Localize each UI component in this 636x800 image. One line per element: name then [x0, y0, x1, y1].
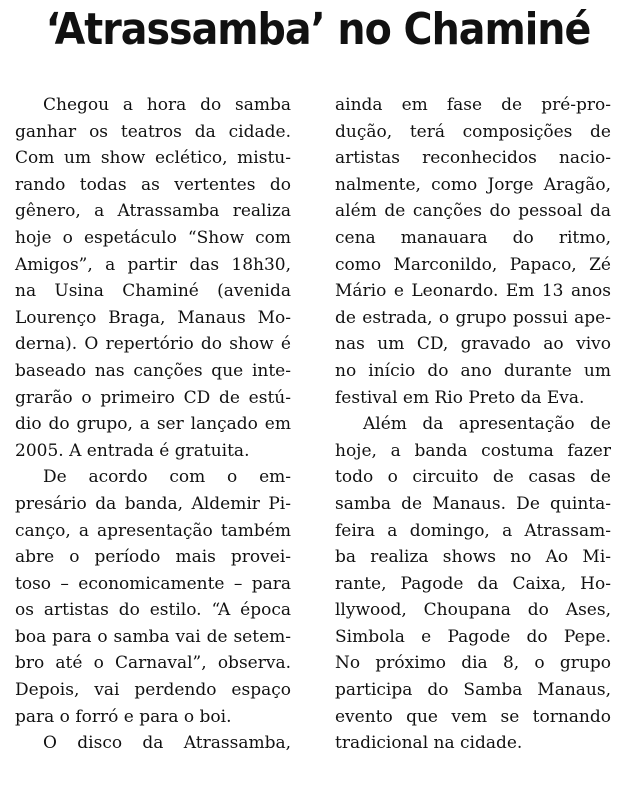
text-line: Chegou a hora do samba: [43, 95, 291, 115]
text-line: como Marconildo, Papaco, Zé: [335, 254, 611, 275]
text-line: O disco da Atrassamba,: [43, 733, 291, 754]
text-line: para o forró e para o boi.: [15, 706, 232, 727]
text-line: na Usina Chaminé (avenida: [15, 281, 291, 302]
text-line: nalmente, como Jorge Aragão,: [335, 174, 611, 195]
text-line: cena manauara do ritmo,: [335, 227, 611, 248]
text-line: evento que vem se tornando: [335, 706, 611, 727]
text-line: bro até o Carnaval”, observa.: [15, 653, 291, 674]
headline: ‘Atrassamba’ no Chaminé: [45, 4, 591, 55]
text-line: dio do grupo, a ser lançado em: [15, 414, 291, 435]
text-line: baseado nas canções que inte-: [15, 360, 291, 381]
text-line: boa para o samba vai de setem-: [15, 626, 291, 647]
text-line: ganhar os teatros da cidade.: [15, 121, 291, 142]
text-line: llywood, Choupana do Ases,: [335, 600, 611, 621]
text-line: de estrada, o grupo possui ape-: [335, 307, 611, 328]
text-line: os artistas do estilo. “A época: [15, 600, 291, 621]
text-line: hoje o espetáculo “Show com: [15, 227, 291, 248]
text-line: hoje, a banda costuma fazer: [335, 440, 611, 461]
article-column-right: [335, 92, 611, 757]
text-line: derna). O repertório do show é: [15, 334, 291, 355]
text-line: Amigos”, a partir das 18h30,: [15, 254, 291, 275]
text-line: rando todas as vertentes do: [15, 174, 291, 195]
text-line: Mário e Leonardo. Em 13 anos: [335, 281, 611, 302]
text-line: no início do ano durante um: [335, 360, 611, 381]
article-column-left: [15, 92, 291, 757]
text-line: todo o circuito de casas de: [335, 467, 611, 488]
text-line: Além da apresentação de: [363, 414, 611, 435]
text-line: ainda em fase de pré-pro-: [335, 95, 611, 115]
text-line: rante, Pagode da Caixa, Ho-: [335, 573, 611, 594]
text-line: Com um show eclético, mistu-: [15, 148, 291, 169]
text-line: presário da banda, Aldemir Pi-: [15, 493, 291, 514]
text-line: nas um CD, gravado ao vivo: [335, 334, 611, 355]
text-line: No próximo dia 8, o grupo: [335, 653, 611, 674]
text-line: De acordo com o em-: [43, 467, 291, 488]
text-line: abre o período mais provei-: [15, 547, 291, 568]
text-line: tradicional na cidade.: [335, 733, 523, 754]
text-line: dução, terá composições de: [335, 121, 611, 142]
text-line: 2005. A entrada é gratuita.: [15, 440, 250, 461]
text-line: Lourenço Braga, Manaus Mo-: [15, 307, 291, 328]
text-line: festival em Rio Preto da Eva.: [335, 387, 585, 408]
text-line: feira a domingo, a Atrassam-: [335, 520, 611, 541]
text-line: ba realiza shows no Ao Mi-: [335, 547, 611, 568]
text-line: gênero, a Atrassamba realiza: [15, 201, 291, 222]
text-line: grarão o primeiro CD de estú-: [15, 387, 291, 408]
text-line: além de canções do pessoal da: [335, 201, 611, 222]
text-line: samba de Manaus. De quinta-: [335, 493, 611, 514]
text-line: participa do Samba Manaus,: [335, 680, 611, 701]
text-line: Depois, vai perdendo espaço: [15, 680, 291, 701]
text-line: canço, a apresentação também: [15, 520, 291, 541]
text-line: Simbola e Pagode do Pepe.: [335, 626, 611, 647]
text-line: toso – economicamente – para: [15, 573, 291, 594]
text-line: artistas reconhecidos nacio-: [335, 148, 611, 169]
